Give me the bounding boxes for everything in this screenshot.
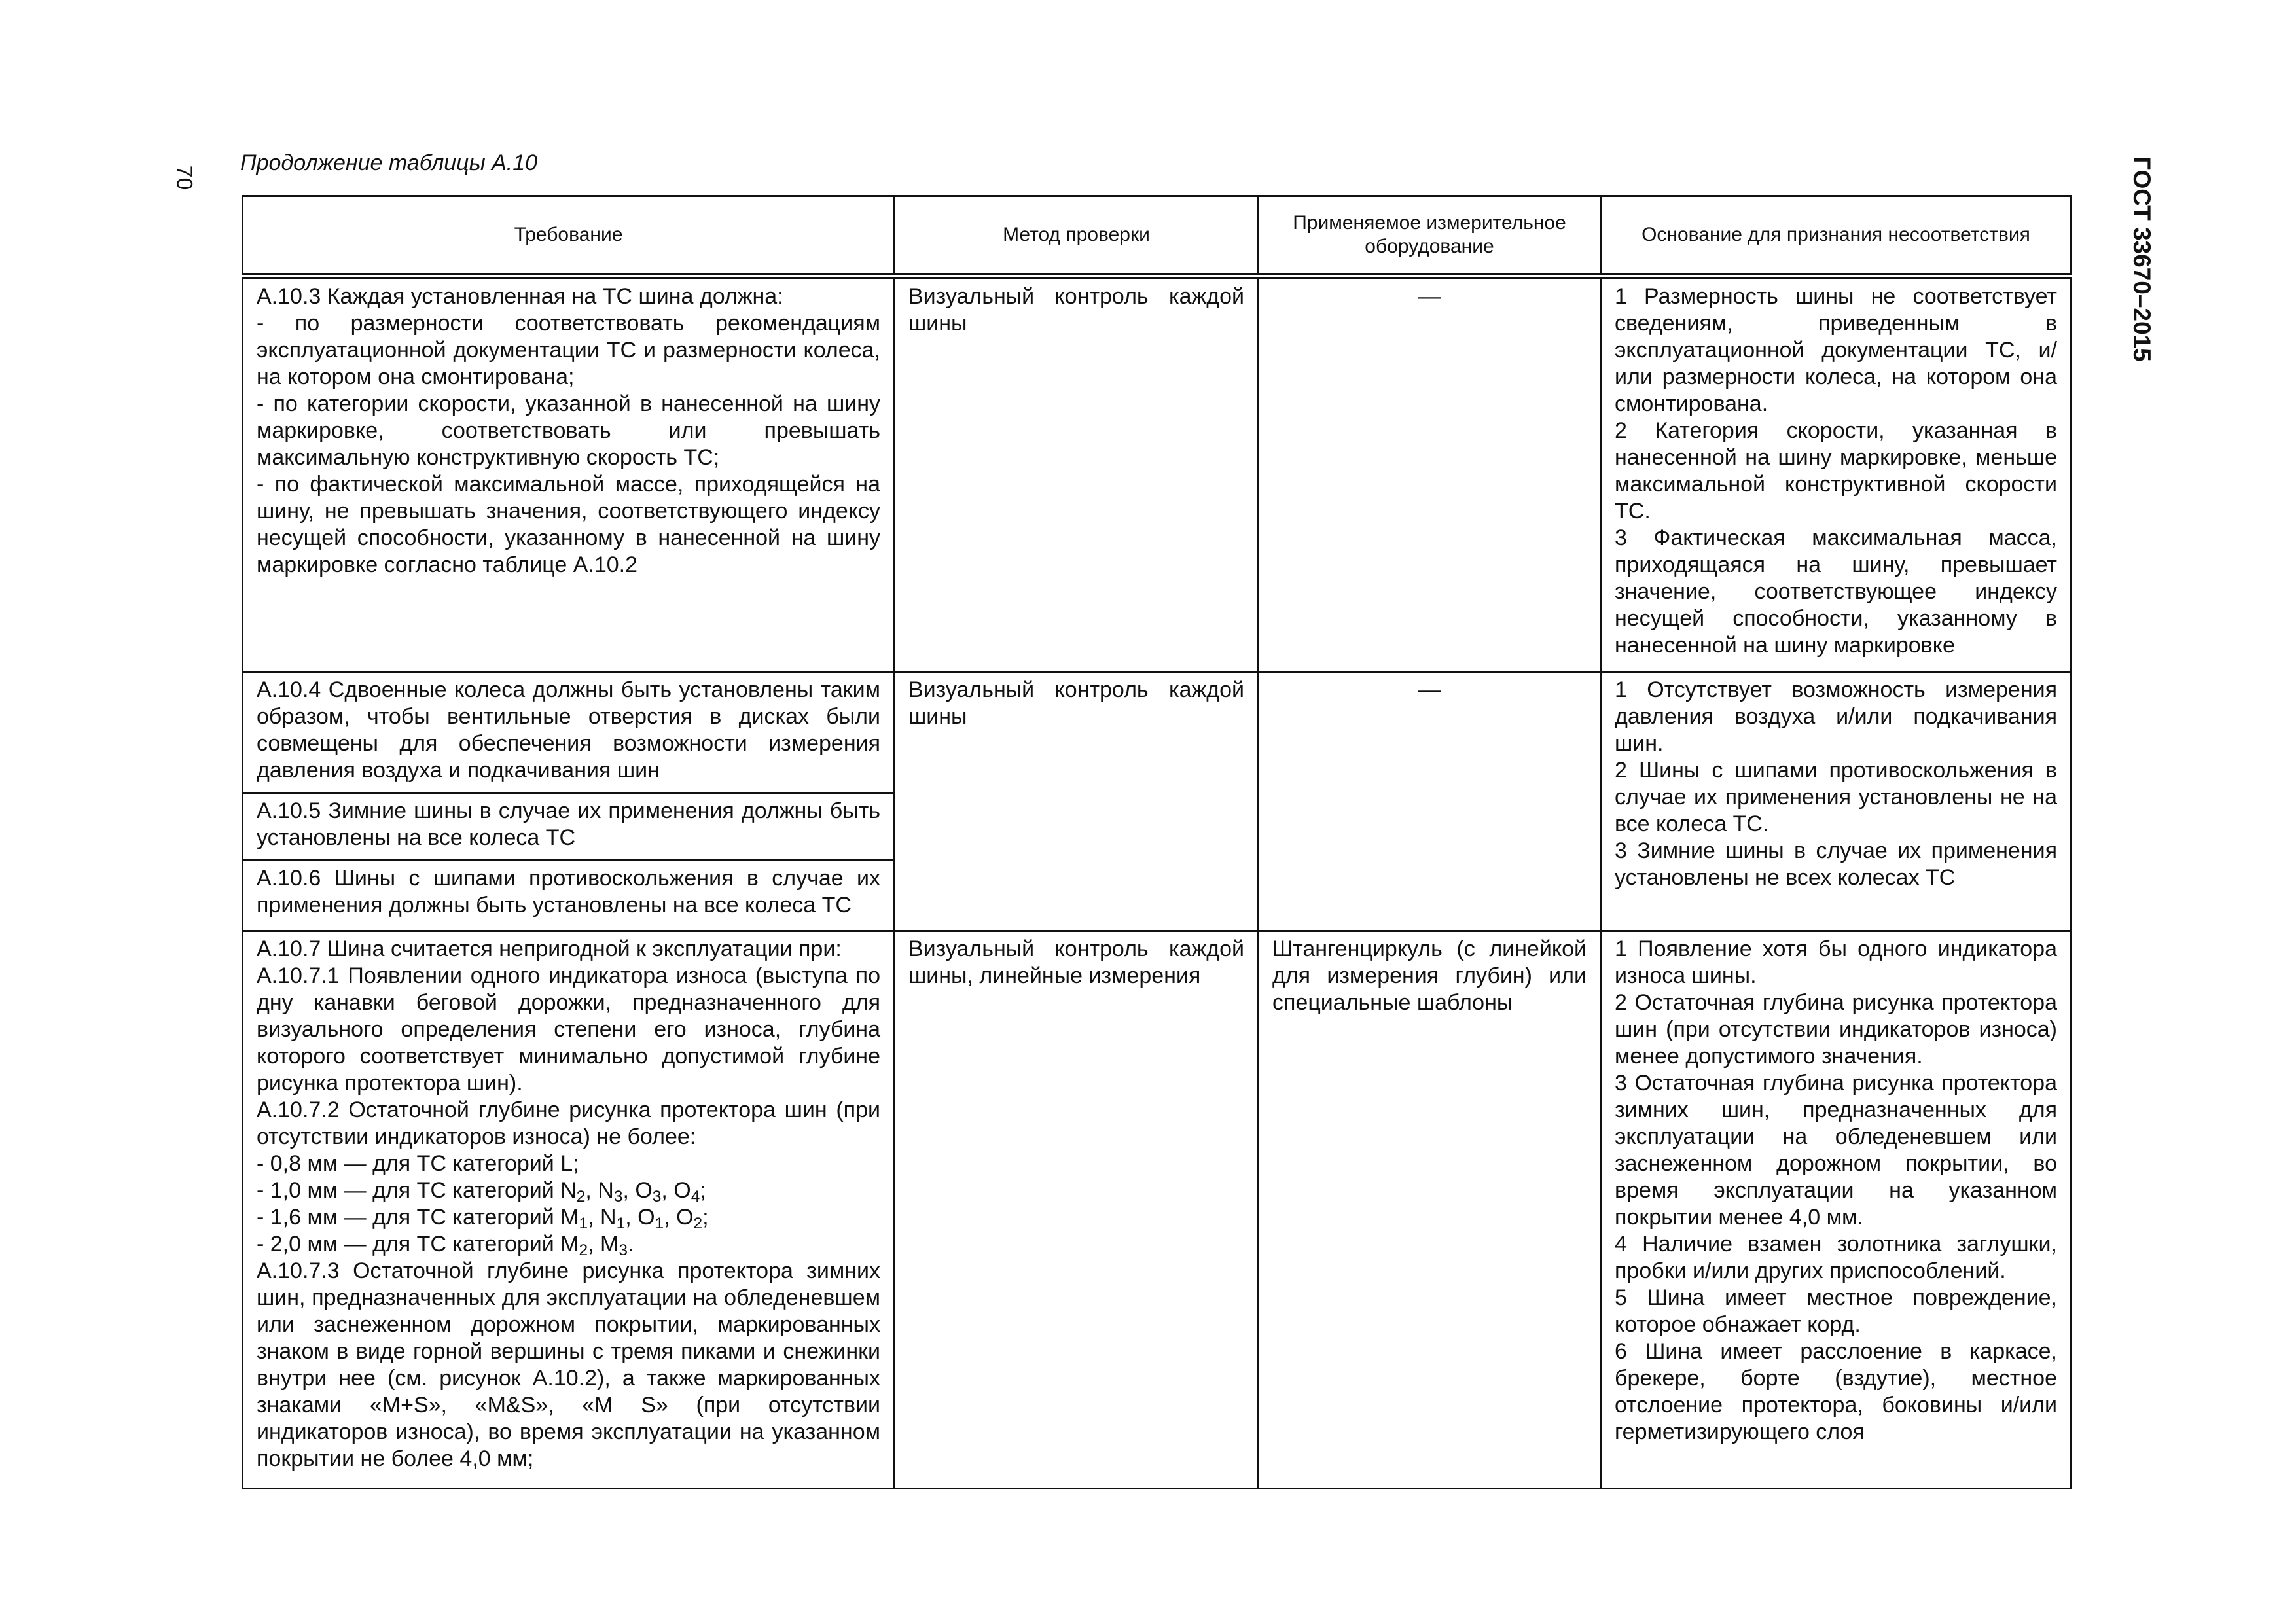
header-basis: Основание для признания несоответствия xyxy=(1601,196,2072,277)
equipment-cell: Штангенциркуль (с линейкой для измерения глубин) или специальные шаблоны xyxy=(1259,931,1601,1489)
category-subscript: 3 xyxy=(619,1241,628,1260)
method-cell: Визуальный контроль каждой шины xyxy=(895,276,1259,671)
requirement-line: А.10.7 Шина считается непригодной к эксплуатации при: xyxy=(257,936,842,962)
category-subscript: 2 xyxy=(693,1215,703,1233)
category-text: M xyxy=(560,1205,579,1230)
category-text: , O xyxy=(625,1205,655,1230)
requirement-line: А.10.3 Каждая установленная на ТС шина должна: xyxy=(257,284,783,309)
requirement-cell: А.10.5 Зимние шины в случае их применения должны быть установлены на все колеса ТС xyxy=(243,793,895,860)
requirement-line: - по категории скорости, указанной в нанесенной на шину маркировке, соответствовать или превышать максимальную конструктивную скорость ТС; xyxy=(257,391,880,470)
basis-cell xyxy=(1601,276,2072,671)
line-text: - 2,0 мм — для ТС категорий xyxy=(257,1232,561,1257)
basis-line: 1 Появление хотя бы одного индикатора износа шины. xyxy=(1615,936,2057,989)
method-cell: Визуальный контроль каждой шины xyxy=(895,671,1259,931)
category-subscript: 2 xyxy=(579,1241,588,1260)
standard-identifier: ГОСТ 33670–2015 xyxy=(2128,156,2155,362)
basis-line: 1 Размерность шины не соответствует сведениям, приведенным в эксплуатационной документации ТС, и/или размерности колеса, на котором она смонтирована. xyxy=(1615,284,2057,416)
requirement-line xyxy=(257,1177,880,1204)
table-row xyxy=(243,671,2072,793)
requirement-line: А.10.7.3 Остаточной глубине рисунка протектора зимних шин, предназначенных для эксплуатации на обледеневшем или заснеженном дорожном покрытии, маркированных знаком в виде горной вершины с тремя пиками и снежинки внутри нее (см. рисунок А.10.2), а также маркированных знаками «M+S», «M&S», «M S» (при отсутствии индикаторов износа), во время эксплуатации на указанном покрытии не более 4,0 мм; xyxy=(257,1258,880,1472)
requirement-line: - по размерности соответствовать рекомендациям эксплуатационной документации ТС и размерности колеса, на котором она смонтирована; xyxy=(257,311,880,389)
table-row xyxy=(243,276,2072,671)
table-row xyxy=(243,931,2072,1489)
basis-line: 4 Наличие взамен золотника заглушки, пробки и/или других приспособлений. xyxy=(1615,1232,2057,1284)
requirement-line: А.10.7.1 Появлении одного индикатора износа (выступа по дну канавки беговой дорожки, предназначенного для визуального определения степени его износа, глубина которого соответствует минимально допустимой глубине рисунка протектора шин). xyxy=(257,963,880,1096)
requirement-line xyxy=(257,1231,880,1258)
requirement-line xyxy=(257,1204,880,1231)
basis-line: 3 Остаточная глубина рисунка протектора зимних шин, предназначенных для эксплуатации на обледеневшем или заснеженном дорожном покрытии, во время эксплуатации на указанном покрытии менее 4,0 мм. xyxy=(1615,1071,2057,1230)
equipment-cell: — xyxy=(1259,671,1601,931)
basis-cell xyxy=(1601,671,2072,931)
category-text: ; xyxy=(700,1178,706,1204)
equipment-cell: — xyxy=(1259,276,1601,671)
basis-line: 6 Шина имеет расслоение в каркасе, брекере, борте (вздутие), местное отслоение протектора, боковины и/или герметизирующего слоя xyxy=(1615,1339,2057,1445)
category-subscript: 3 xyxy=(613,1188,623,1206)
basis-cell xyxy=(1601,931,2072,1489)
requirement-cell xyxy=(243,276,895,671)
category-text: N xyxy=(560,1178,577,1204)
basis-line: 1 Отсутствует возможность измерения давления воздуха и/или подкачивания шин. xyxy=(1615,677,2057,756)
method-cell: Визуальный контроль каждой шины, линейные измерения xyxy=(895,931,1259,1489)
category-subscript: 1 xyxy=(579,1215,588,1233)
category-text: , O xyxy=(622,1178,653,1204)
basis-line: 2 Категория скорости, указанная в нанесенной на шину маркировке, меньше максимальной конструктивной скорости ТС. xyxy=(1615,418,2057,524)
category-subscript: 2 xyxy=(576,1188,586,1206)
header-equipment: Применяемое измерительное оборудование xyxy=(1259,196,1601,277)
basis-line: 3 Зимние шины в случае их применения установлены не всех колесах ТС xyxy=(1615,838,2057,890)
page-number: 70 xyxy=(171,165,197,190)
category-text: ; xyxy=(702,1205,709,1230)
requirement-cell: А.10.6 Шины с шипами противоскольжения в случае их применения должны быть установлены на все колеса ТС xyxy=(243,860,895,931)
category-subscript: 1 xyxy=(616,1215,626,1233)
basis-line: 2 Остаточная глубина рисунка протектора шин (при отсутствии индикаторов износа) менее допустимого значения. xyxy=(1615,990,2057,1069)
table-header-row xyxy=(243,196,2072,277)
category-text: , N xyxy=(585,1178,614,1204)
line-text: - 1,0 мм — для ТС категорий xyxy=(257,1178,561,1204)
basis-line: 5 Шина имеет местное повреждение, которое обнажает корд. xyxy=(1615,1285,2057,1338)
category-subscript: 3 xyxy=(652,1188,662,1206)
category-text: , N xyxy=(588,1205,617,1230)
category-subscript: 1 xyxy=(655,1215,664,1233)
requirement-cell: А.10.4 Сдвоенные колеса должны быть установлены таким образом, чтобы вентильные отверстия в дисках были совмещены для обеспечения возможности измерения давления воздуха и подкачивания шин xyxy=(243,671,895,793)
basis-line: 2 Шины с шипами противоскольжения в случае их применения установлены не на все колеса ТС. xyxy=(1615,757,2057,836)
requirement-line: - 0,8 мм — для ТС категорий L; xyxy=(257,1151,579,1177)
category-text: , O xyxy=(664,1205,694,1230)
category-text: , M xyxy=(588,1232,619,1257)
category-text: . xyxy=(627,1232,634,1257)
category-text: M xyxy=(560,1232,579,1257)
category-subscript: 4 xyxy=(691,1188,700,1206)
basis-line: 3 Фактическая максимальная масса, приходящаяся на шину, превышает значение, соответствующее индексу несущей способности, указанному в нанесенной на шину маркировке xyxy=(1615,526,2057,658)
table-caption: Продолжение таблицы А.10 xyxy=(240,151,538,175)
line-text: - 1,6 мм — для ТС категорий xyxy=(257,1205,561,1230)
requirement-line: А.10.7.2 Остаточной глубине рисунка протектора шин (при отсутствии индикаторов износа) не более: xyxy=(257,1097,880,1150)
header-requirement: Требование xyxy=(243,196,895,277)
header-method: Метод проверки xyxy=(895,196,1259,277)
requirement-cell xyxy=(243,931,895,1489)
requirements-table xyxy=(242,195,2072,1489)
requirement-line: - по фактической максимальной массе, приходящейся на шину, не превышать значения, соответствующего индексу несущей способности, указанному в нанесенной на шину маркировке согласно таблице А.10.2 xyxy=(257,472,880,577)
category-text: , O xyxy=(661,1178,691,1204)
